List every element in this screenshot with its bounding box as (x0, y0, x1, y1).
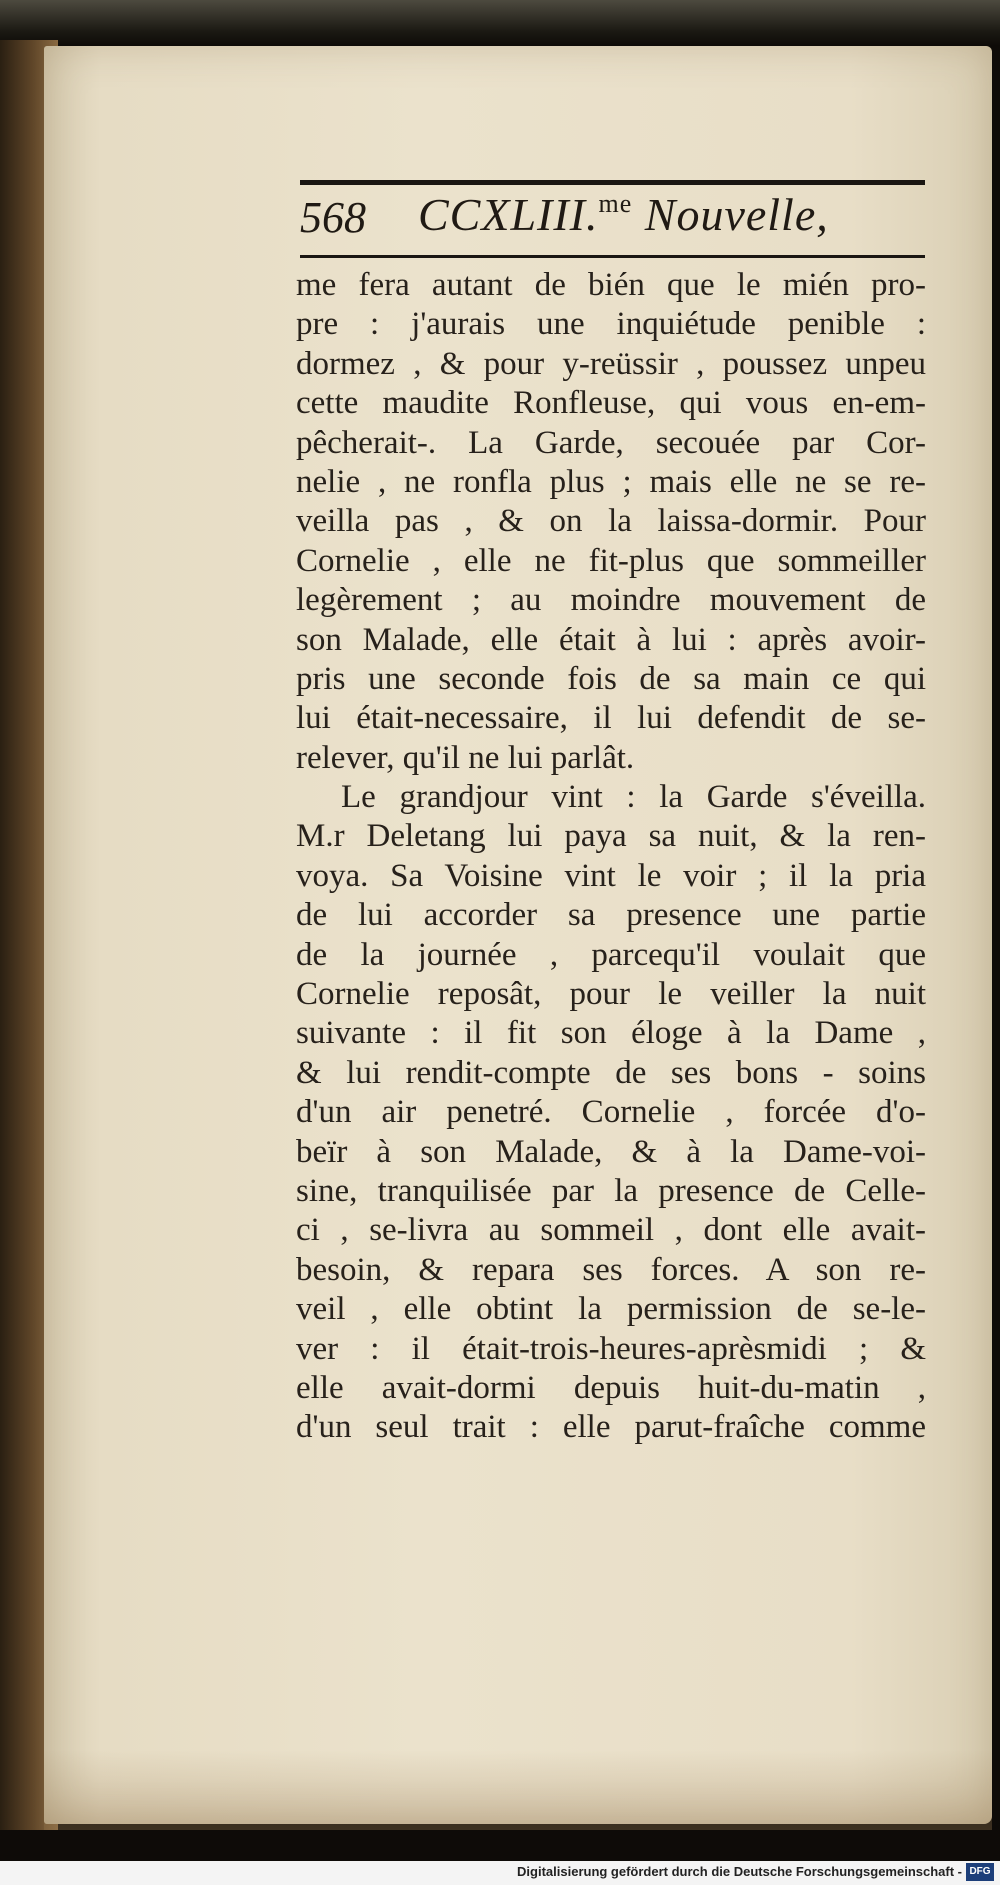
text-line: me fera autant de bién que le mién pro- (296, 267, 926, 303)
text-line: cette maudite Ronfleuse, qui vous en-em- (296, 385, 926, 422)
text-line: d'un air penetré. Cornelie , forcée d'o- (296, 1094, 926, 1131)
chapter-number: CCXLIII. (418, 189, 599, 240)
text-line: pre : j'aurais une inquiétude penible : (296, 306, 926, 343)
header-title (418, 188, 829, 241)
text-line: beïr à son Malade, & à la Dame-voi- (296, 1133, 926, 1170)
text-line: pêcherait-. La Garde, secouée par Cor- (296, 424, 926, 461)
dfg-logo: DFG (966, 1863, 994, 1881)
text-line: dormez , & pour y-reüssir , poussez unpeu (296, 345, 926, 382)
text-line: pris une seconde fois de sa main ce qui (296, 660, 926, 697)
scan-top-border (0, 0, 1000, 46)
text-line: de la journée , parcequ'il voulait que (296, 936, 926, 973)
page-number: 568 (300, 193, 366, 242)
text-line: suivante : il fit son éloge à la Dame , (296, 1015, 926, 1052)
body-text (296, 266, 926, 1448)
text-line: son Malade, elle était à lui : après avoir- (296, 621, 926, 658)
text-line: de lui accorder sa presence une partie (296, 897, 926, 934)
text-line: voya. Sa Voisine vint le voir ; il la pria (296, 857, 926, 894)
text-line: sine, tranquilisée par la presence de Celle- (296, 1172, 926, 1209)
header-top-rule (300, 180, 925, 185)
text-line: Cornelie reposât, pour le veiller la nuit (296, 976, 926, 1013)
chapter-ordinal: me (598, 189, 633, 218)
text-line: d'un seul trait : elle parut-fraîche comme (296, 1409, 926, 1446)
text-line: Le grandjour vint : la Garde s'éveilla. (341, 779, 926, 816)
text-line: veilla pas , & on la laissa-dormir. Pour (296, 503, 926, 540)
text-line: relever, qu'il ne lui parlât. (296, 739, 635, 776)
text-line: elle avait-dormi depuis huit-du-matin , (296, 1369, 926, 1406)
chapter-label: Nouvelle, (644, 189, 829, 240)
text-line: & lui rendit-compte de ses bons - soins (296, 1054, 926, 1091)
header-bottom-rule (300, 255, 925, 258)
text-line: lui était-necessaire, il lui defendit de se- (296, 700, 926, 737)
page-stain (44, 1750, 992, 1830)
text-line: veil , elle obtint la permission de se-le- (296, 1291, 926, 1328)
text-line: legèrement ; au moindre mouvement de (296, 582, 926, 619)
text-line: ci , se-livra au sommeil , dont elle avait- (296, 1212, 926, 1249)
text-line: M.r Deletang lui paya sa nuit, & la ren- (296, 818, 926, 855)
running-header (300, 188, 925, 252)
text-line: besoin, & repara ses forces. A son re- (296, 1251, 926, 1288)
text-line: ver : il était-trois-heures-aprèsmidi ; & (296, 1330, 926, 1367)
text-line: nelie , ne ronfla plus ; mais elle ne se re- (296, 463, 926, 500)
digitization-credit: Digitalisierung gefördert durch die Deutsche Forschungsgemeinschaft - (517, 1864, 962, 1879)
text-line: Cornelie , elle ne fit-plus que sommeiller (296, 542, 926, 579)
